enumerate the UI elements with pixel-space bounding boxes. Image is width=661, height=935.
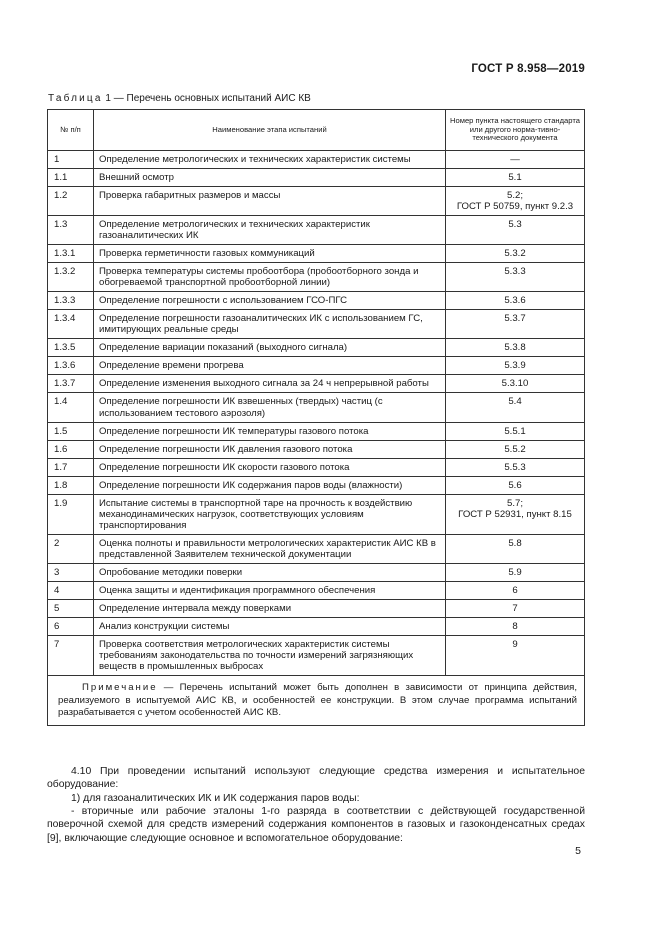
row-stage-name: Определение погрешности ИК давления газового потока <box>94 440 446 458</box>
note-text: — Перечень испытаний может быть дополнен в зависимости от принципа действия, реализуемого в испытуемой АИС КВ, и особенностей ее конструкции. В этом случае программа испытаний разрабатывается с учетом особенностей АИС КВ. <box>58 682 577 718</box>
row-stage-name: Опробование методики поверки <box>94 563 446 581</box>
paragraph-equipment: - вторичные или рабочие эталоны 1-го разряда в соответствии с действующей государственной поверочной схемой для средств измерений содержания компонентов в газовых и газоконденсатных средах [9], включающие следующие основное и вспомогательное оборудование: <box>47 805 585 844</box>
row-stage-name: Оценка полноты и правильности метрологических характеристик АИС КВ в представленной Заявителем технической документации <box>94 534 446 563</box>
row-stage-name: Определение погрешности ИК температуры газового потока <box>94 422 446 440</box>
row-reference: 7 <box>446 599 585 617</box>
row-reference: 5.3 <box>446 216 585 245</box>
row-reference: 5.3.2 <box>446 245 585 263</box>
table-row <box>48 563 585 581</box>
row-stage-name: Анализ конструкции системы <box>94 617 446 635</box>
note-label: Примечание <box>82 682 158 694</box>
row-number: 1.1 <box>48 169 94 187</box>
table-row <box>48 187 585 216</box>
row-reference: 5.3.3 <box>446 263 585 292</box>
row-stage-name: Определение погрешности газоаналитических ИК с использованием ГС, имитирующих реальные среды <box>94 310 446 339</box>
row-stage-name: Определение времени прогрева <box>94 357 446 375</box>
row-stage-name: Проверка соответствия метрологических характеристик системы требованиям законодательства по точности измерений загрязняющих веществ в промышленных выбросах <box>94 635 446 675</box>
row-reference: 5.9 <box>446 563 585 581</box>
row-stage-name: Определение интервала между поверками <box>94 599 446 617</box>
table-note <box>48 676 585 726</box>
page-number: 5 <box>575 845 581 857</box>
row-number: 1.3 <box>48 216 94 245</box>
row-stage-name: Определение погрешности ИК скорости газового потока <box>94 458 446 476</box>
row-stage-name: Проверка температуры системы пробоотбора (пробоотборного зонда и обогреваемой транспортной пробоотборной линии) <box>94 263 446 292</box>
table-row <box>48 440 585 458</box>
row-number: 1.7 <box>48 458 94 476</box>
row-reference: 5.7; ГОСТ Р 52931, пункт 8.15 <box>446 494 585 534</box>
table-row <box>48 635 585 675</box>
row-reference: 9 <box>446 635 585 675</box>
row-reference: 5.5.1 <box>446 422 585 440</box>
table-row <box>48 476 585 494</box>
row-reference: 5.5.2 <box>446 440 585 458</box>
row-number: 1.9 <box>48 494 94 534</box>
table-row <box>48 263 585 292</box>
row-reference: 5.1 <box>446 169 585 187</box>
table-note-row <box>48 676 585 726</box>
row-reference: 5.6 <box>446 476 585 494</box>
row-reference: 5.3.6 <box>446 292 585 310</box>
table-caption <box>48 93 311 104</box>
row-reference: 5.2; ГОСТ Р 50759, пункт 9.2.3 <box>446 187 585 216</box>
table-row <box>48 292 585 310</box>
column-header-reference: Номер пункта настоящего стандарта или другого норма-тивно-технического документа <box>446 110 585 151</box>
table-row <box>48 375 585 393</box>
row-number: 1.3.2 <box>48 263 94 292</box>
row-number: 1.8 <box>48 476 94 494</box>
row-number: 1.3.5 <box>48 339 94 357</box>
row-number: 1 <box>48 151 94 169</box>
row-stage-name: Определение изменения выходного сигнала за 24 ч непрерывной работы <box>94 375 446 393</box>
row-stage-name: Определение погрешности ИК взвешенных (твердых) частиц (с использованием тестового аэрозоля) <box>94 393 446 422</box>
column-header-stage: Наименование этапа испытаний <box>94 110 446 151</box>
paragraph-item-1: 1) для газоаналитических ИК и ИК содержания паров воды: <box>71 792 360 804</box>
row-number: 1.5 <box>48 422 94 440</box>
table-row <box>48 581 585 599</box>
table-row <box>48 310 585 339</box>
row-number: 4 <box>48 581 94 599</box>
tests-table <box>47 109 585 726</box>
row-stage-name: Определение метрологических и технических характеристик газоаналитических ИК <box>94 216 446 245</box>
row-stage-name: Определение погрешности с использованием ГСО-ПГС <box>94 292 446 310</box>
row-reference: 8 <box>446 617 585 635</box>
row-reference: 5.3.7 <box>446 310 585 339</box>
row-stage-name: Проверка герметичности газовых коммуникаций <box>94 245 446 263</box>
table-row <box>48 339 585 357</box>
table-row <box>48 169 585 187</box>
row-number: 3 <box>48 563 94 581</box>
row-reference: 5.8 <box>446 534 585 563</box>
row-stage-name: Определение погрешности ИК содержания паров воды (влажности) <box>94 476 446 494</box>
row-reference: 5.3.9 <box>446 357 585 375</box>
row-stage-name: Внешний осмотр <box>94 169 446 187</box>
row-reference: 6 <box>446 581 585 599</box>
row-reference: — <box>446 151 585 169</box>
table-row <box>48 151 585 169</box>
table-row <box>48 393 585 422</box>
row-stage-name: Проверка габаритных размеров и массы <box>94 187 446 216</box>
row-stage-name: Испытание системы в транспортной таре на прочность к воздействию механодинамических нагрузок, соответствующих условиям транспортирования <box>94 494 446 534</box>
row-stage-name: Оценка защиты и идентификация программного обеспечения <box>94 581 446 599</box>
row-number: 7 <box>48 635 94 675</box>
row-number: 1.4 <box>48 393 94 422</box>
table-row <box>48 534 585 563</box>
row-number: 1.3.1 <box>48 245 94 263</box>
row-number: 1.3.7 <box>48 375 94 393</box>
table-row <box>48 422 585 440</box>
table-caption-text: 1 — Перечень основных испытаний АИС КВ <box>105 93 311 104</box>
row-number: 5 <box>48 599 94 617</box>
row-number: 1.3.3 <box>48 292 94 310</box>
row-number: 1.6 <box>48 440 94 458</box>
row-number: 1.2 <box>48 187 94 216</box>
row-reference: 5.3.8 <box>446 339 585 357</box>
standard-code: ГОСТ Р 8.958—2019 <box>471 63 585 75</box>
table-header-row <box>48 110 585 151</box>
row-number: 1.3.6 <box>48 357 94 375</box>
table-row <box>48 599 585 617</box>
row-stage-name: Определение метрологических и технических характеристик системы <box>94 151 446 169</box>
row-stage-name: Определение вариации показаний (выходного сигнала) <box>94 339 446 357</box>
paragraph-4-10: 4.10 При проведении испытаний используют следующие средства измерения и испытательное оборудование: <box>47 766 585 791</box>
row-number: 2 <box>48 534 94 563</box>
row-reference: 5.5.3 <box>446 458 585 476</box>
table-row <box>48 617 585 635</box>
column-header-number: № п/п <box>48 110 94 151</box>
table-caption-label: Таблица <box>48 93 103 104</box>
row-reference: 5.4 <box>446 393 585 422</box>
table-row <box>48 458 585 476</box>
table-row <box>48 494 585 534</box>
body-text <box>47 765 585 845</box>
table-row <box>48 357 585 375</box>
table-row <box>48 216 585 245</box>
row-reference: 5.3.10 <box>446 375 585 393</box>
row-number: 6 <box>48 617 94 635</box>
row-number: 1.3.4 <box>48 310 94 339</box>
table-row <box>48 245 585 263</box>
